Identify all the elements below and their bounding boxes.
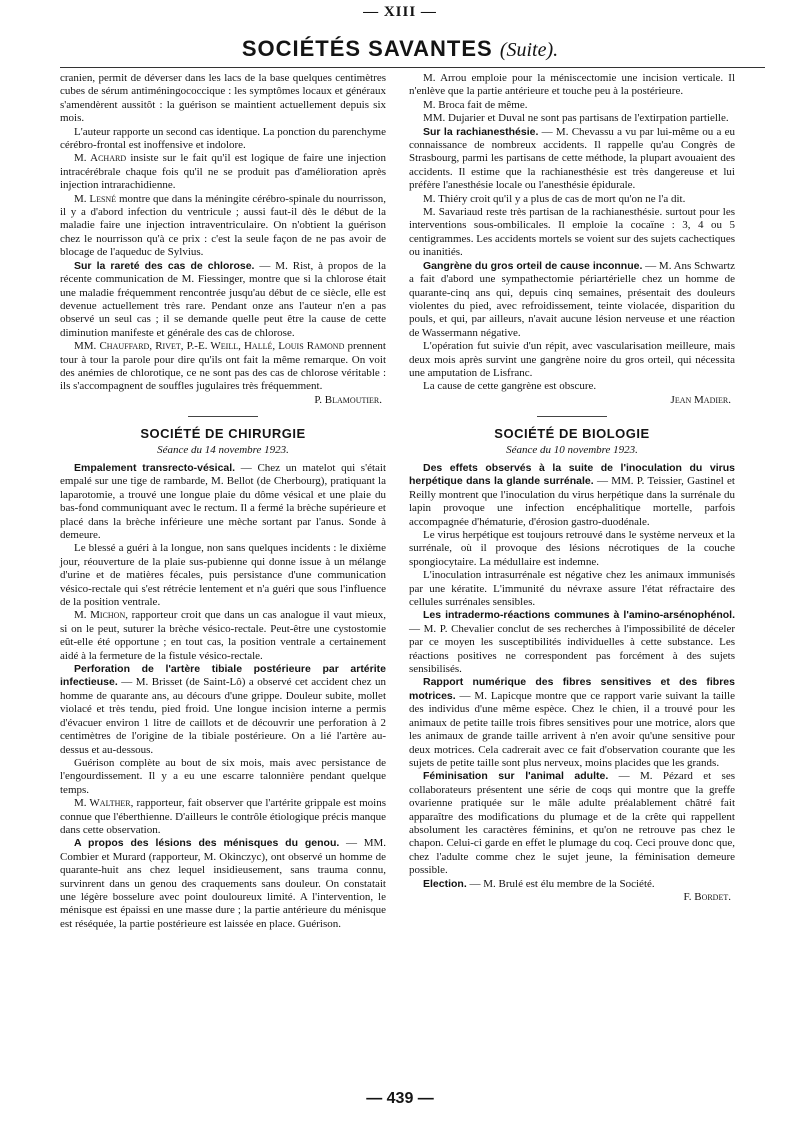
right-column: [409, 72, 735, 904]
author-name: M. Achard: [74, 152, 127, 165]
page-number: — 439 —: [366, 1090, 434, 1107]
run-in-heading: Empalement transrecto-vésical.: [74, 461, 236, 474]
paragraph: MM. Chauffard, Rivet, P.-E. Weill, Hallé, Louis Ramond prennent tour à tour la parole pour dire qu'ils ont fait la même remarque. On voit des anémies de chlorotique, ce ne sont pas des cas de chlorose véritable : ils s'accompagnent de souffles jugulaires très fréquemment.: [60, 340, 386, 393]
run-in-heading: Gangrène du gros orteil de cause inconnue.: [423, 259, 643, 272]
run-in-heading: A propos des lésions des ménisques du genou.: [74, 837, 340, 850]
paragraph: Féminisation sur l'animal adulte. — M. Pézard et ses collaborateurs présentent une série de coqs qui montre que la greffe ovarienne pratiquée sur le mâle adulte préalablement châtré fait apparaître des modifications du plumage et de la crête qui rappellent absolument les caractères féminins, et qu'on ne retrouve pas chez le chapon. Celui-ci garde en effet le plumage du coq. Ceci prouve donc que, chez l'adulte comme chez le sujet jeune, la féminisation demeure possible.: [409, 770, 736, 877]
section-divider: [188, 416, 258, 417]
paragraph: cranien, permit de déverser dans les lacs de la base quelques centimètres cubes de sérum antiméningococcique : les symptômes locaux et généraux s'amendèrent aussitôt : la guérison se maintient actuellement depuis six mois.: [60, 72, 386, 125]
paragraph: Election. — M. Brulé est élu membre de la Société.: [423, 877, 655, 890]
paragraph: L'auteur rapporte un second cas identique. La ponction du parenchyme cérébro-frontal est inoffensive et indolore.: [60, 125, 386, 152]
paragraph: Sur la rareté des cas de chlorose. — M. Rist, à propos de la récente communication de M. Fiessinger, montre que si la chlorose était une maladie fréquemment rencontrée jusqu'au début de ce siècle, elle est devenue actuellement très rare. Pendant onze ans l'auteur n'en a pas observé un seul cas ; il se demande quelle peut être la cause de cette diminution manifeste et générale des cas de chlorose.: [60, 259, 386, 339]
paragraph: M. Michon, rapporteur croit que dans un cas analogue il vaut mieux, si on le peut, suturer la brèche vésico-rectale. Peut-être une cystostomie eût-elle été opportune ; en tout cas, la position ventrale a certainement aidé à la fermeture de la fistule vésico-rectale.: [60, 609, 386, 662]
signature: Jean Madier.: [670, 393, 731, 406]
author-name: M. Lesné: [74, 192, 117, 205]
paragraph: A propos des lésions des ménisques du genou. — MM. Combier et Murard (rapporteur, M. Okinczyc), ont observé un homme de quarante-huit ans chez lequel insidieusement, sans trauma connu, survinrent dans un genou des craquements sans douleur. On constatait une légère bosselure avec point douloureux limité. A l'intervention, le ménisque est épaissi en une masse dure ; la partie antérieure du ménisque est réséquée, la partie postérieure est laissée en place. Guérison.: [60, 837, 387, 930]
section-divider: [537, 416, 607, 417]
run-in-heading: Féminisation sur l'animal adulte.: [423, 770, 609, 783]
paragraph: M. Thiéry croit qu'il y a plus de cas de mort qu'on ne l'a dit.: [423, 192, 686, 205]
paragraph: M. Broca fait de même.: [423, 98, 528, 111]
section-date: Séance du 14 novembre 1923.: [157, 443, 289, 456]
paragraph: Le virus herpétique est toujours retrouvé dans le système nerveux et la surrénale, où il provoque des lésions nécrotiques de la couche spongiocytaire. La médullaire est indemne.: [409, 529, 735, 568]
paragraph: Les intradermo-réactions communes à l'amino-arsénophénol. — M. P. Chevalier conclut de ses recherches à l'impossibilité de déceler par ce moyen les susceptibilités individuelles à cette substance. Les réactions positives ne correspondent pas forcément à des sujets sensibilisés.: [409, 609, 735, 676]
signature: F. Bordet.: [683, 890, 731, 903]
author-name: MM. Chauffard, Rivet, P.-E. Weill, Hallé, Louis Ramond: [74, 340, 345, 353]
title-suffix: (Suite).: [499, 39, 559, 61]
paragraph: M. Arrou emploie pour la méniscectomie une incision verticale. Il n'enlève que la partie antérieure et touche peu à la postérieure.: [409, 72, 735, 98]
paragraph: M. Lesné montre que dans la méningite cérébro-spinale du nourrisson, il y a d'abord infection du ventricule ; aussi faut-il dès le début de la maladie faire une injection intraventriculaire. On n'obtient la guérison chez le nourrisson qu'à ce prix : c'est la seule façon de ne pas avoir de blocage de l'aqueduc de Sylvius.: [60, 192, 387, 259]
page-title: [0, 36, 800, 62]
section-title: SOCIÉTÉ DE BIOLOGIE: [494, 426, 650, 442]
run-in-heading: Rapport numérique des fibres sensitives et des fibres motrices.: [409, 676, 735, 702]
paragraph: M. Achard insiste sur le fait qu'il est logique de faire une injection intracérébrale chaque fois qu'il ne se produit pas d'amélioration après injection intrarachidienne.: [60, 152, 386, 192]
paragraph: Empalement transrecto-vésical. — Chez un matelot qui s'était empalé sur une tige de rambarde, M. Bellot (de Cherbourg), pratiquant la laparotomie, a trouvé une longue plaie du dôme vésical et une plaie du bas-fond communiquant avec le rectum. Il a fermé la brèche supérieure et placé dans la brèche inférieure une mèche sortant par l'anus. Sonde à demeure.: [60, 461, 387, 541]
run-in-heading: Sur la rareté des cas de chlorose.: [74, 259, 255, 272]
paragraph: Guérison complète au bout de six mois, mais avec persistance de l'engourdissement. Il y a eu une escarre talonnière pendant quelque temps.: [60, 756, 386, 796]
left-column: [60, 72, 386, 931]
run-in-heading: Sur la rachianesthésie.: [423, 125, 539, 138]
paragraph: Rapport numérique des fibres sensitives et des fibres motrices. — M. Lapicque montre que ce rapport varie suivant la taille des individus d'une même espèce. Chez le chien, il a trouvé pour les animaux de petite taille trois fibres sensitives pour une motrice, alors que les animaux de grande taille arrivent à n'en avoir qu'une sensitive pour deux motrices. Cela cadrerait avec ce fait d'observation courante que les sujets de petite taille sont plus nerveux, moins placides que les grands.: [409, 676, 735, 769]
author-name: M. Michon: [74, 609, 126, 622]
paragraph: L'opération fut suivie d'un répit, avec vascularisation meilleure, mais deux mois après survint une gangrène noire du gros orteil, qui nécessita une amputation de Lisfranc.: [409, 340, 735, 379]
title-rule: [60, 67, 765, 68]
author-name: M. Walther: [74, 797, 131, 810]
paragraph: Sur la rachianesthésie. — M. Chevassu a vu par lui-même ou a eu connaissance de nombreux accidents. Il rappelle qu'au Congrès de Strasbourg, parmi les partisans de cette méthode, la plupart avouaient des accidents. Il estime que la rachianesthésie est très dangereuse et lui préfère l'anesthésie locale ou l'anesthésie épidurale.: [409, 125, 735, 192]
paragraph: Gangrène du gros orteil de cause inconnue. — M. Ans Schwartz a fait d'abord une sympathectomie périartérielle chez un homme de quarante-cinq ans qui, depuis cinq semaines, présentait des douleurs violentes du pied, avec refroidissement, teinte violacée, disparition du pouls, et qui, par ailleurs, n'avait aucune lésion nerveuse et une réaction de Wassermann négative.: [409, 259, 735, 339]
paragraph: M. Walther, rapporteur, fait observer que l'artérite grippale est moins connue que l'éberthienne. D'ailleurs le contrôle étiologique précis manque dans cette observation.: [60, 797, 386, 836]
run-in-heading: Election.: [423, 877, 467, 890]
run-in-heading: Perforation de l'artère tibiale postérieure par artérite infectieuse.: [60, 663, 386, 689]
paragraph: Le blessé a guéri à la longue, non sans quelques incidents : le dixième jour, réouverture de la plaie sus-pubienne qui donne issue à un mélange d'urine et de matières fécales, puis persistance d'une communication vésico-rectale qui s'est rétrécie lentement et n'a guéri que sous l'influence de la position ventrale.: [60, 542, 386, 609]
run-in-heading: Les intradermo-réactions communes à l'amino-arsénophénol.: [423, 609, 735, 622]
paragraph: La cause de cette gangrène est obscure.: [423, 380, 597, 393]
section-date: Séance du 10 novembre 1923.: [506, 443, 638, 456]
paragraph: MM. Dujarier et Duval ne sont pas partisans de l'extirpation partielle.: [423, 112, 729, 125]
title-text: SOCIÉTÉS SAVANTES: [241, 36, 493, 61]
section-title: SOCIÉTÉ DE CHIRURGIE: [140, 426, 306, 442]
roman-page-number: — XIII —: [363, 4, 437, 20]
run-in-heading: Des effets observés à la suite de l'inoculation du virus herpétique dans la glande surrénale.: [409, 461, 735, 488]
paragraph: Des effets observés à la suite de l'inoculation du virus herpétique dans la glande surrénale. — MM. P. Teissier, Gastinel et Reilly montrent que l'inoculation du virus herpétique dans la surrénale du lapin provoque une infection encéphalitique mortelle, parfois accompagnée d'hématurie, d'érosion gastro-duodénale.: [409, 461, 735, 528]
paragraph: L'inoculation intrasurrénale est négative chez les animaux immunisés par une kératite. L'immunité du névraxe assure l'état réfractaire des cellules surrénales sensibles.: [409, 569, 735, 609]
paragraph: Perforation de l'artère tibiale postérieure par artérite infectieuse. — M. Brisset (de Saint-Lô) a observé cet accident chez un homme de quarante ans, au décours d'une grippe. Douleur subite, mollet violacé et très tendu, pied froid. Une longue incision interne a permis d'évacuer environ 1 litre de caillots et de découvrir une perforation à 2 centimètres de l'origine de la tibiale postérieure. On a lié l'artère au-dessus et au-dessous.: [60, 663, 386, 756]
signature: P. Blamoutier.: [314, 393, 382, 406]
paragraph: M. Savariaud reste très partisan de la rachianesthésie. surtout pour les interventions sous-ombilicales. Il emploie la cocaïne : 3, 4 ou 5 centigrammes. Les accidents mortels se voient sur des sujets cachectiques ou inanitiés.: [409, 206, 735, 259]
